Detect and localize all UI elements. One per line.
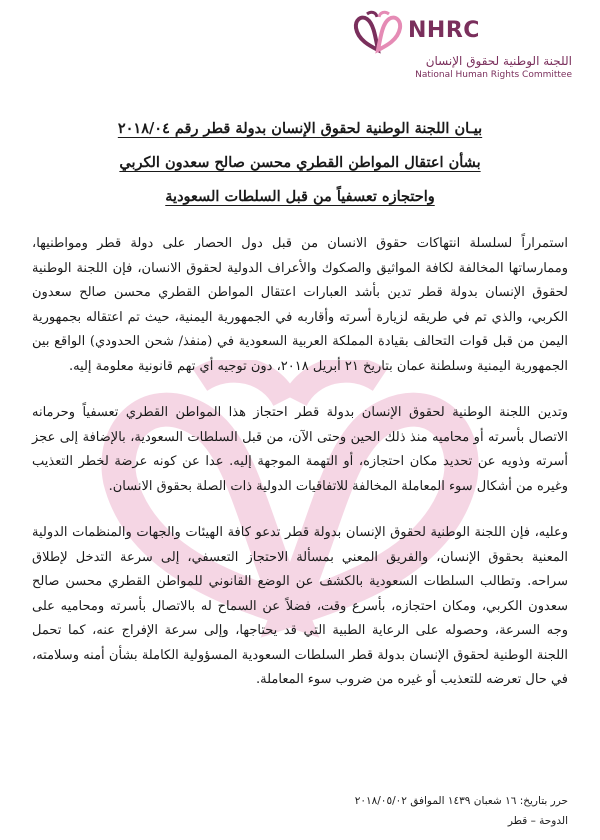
issue-date: حرر بتاريخ: ١٦ شعبان ١٤٣٩ الموافق ٢٠١٨/٠٥/٠٢ [354, 795, 568, 807]
logo-name-english: National Human Rights Committee [415, 70, 572, 80]
statement-subtitle-2: واحتجازه تعسفياً من قبل السلطات السعودية [165, 188, 435, 205]
body-paragraph-2: وتدين اللجنة الوطنية لحقوق الإنسان بدولة قطر احتجاز هذا المواطن القطري تعسفياً وحرمانه الاتصال بأسرته أو محاميه منذ ذلك الحين وحتى الآن، من قبل السلطات السعودية، بالإضافة إلى عجز أسرته وذويه عن تحديد مكان احتجازه، أو التهمة الموجهة إليه. عدا عن كونه عرضة لخطر التعذيب وغيره من أشكال سوء المعاملة المخالفة للاتفاقيات الدولية ذات الصلة بحقوق الانسان. [32, 405, 568, 494]
issue-place: الدوحة – قطر [507, 815, 568, 827]
logo-abbreviation: NHRC [408, 18, 480, 43]
statement-body [32, 232, 568, 715]
nhrc-logo [352, 10, 572, 80]
logo-name-arabic: اللجنة الوطنية لحقوق الإنسان [425, 54, 572, 68]
body-paragraph-1: استمراراً لسلسلة انتهاكات حقوق الانسان من قبل دول الحصار على دولة قطر ومواطنيها، وممارساتها المخالفة لكافة المواثيق والصكوك والأعراف الدولية لحقوق الانسان، فإن اللجنة الوطنية لحقوق الإنسان بدولة قطر تدين بأشد العبارات اعتقال المواطن القطري محسن صالح سعدون الكربي، والذي تم في طريقه لزيارة أسرته وأقاربه في الجمهورية اليمنية، حيث تم اعتقاله بجمهورية اليمن من قبل قوات التحالف بقيادة المملكة العربية السعودية في (منفذ/ شحن الحدودي) الواقع بين الجمهورية اليمنية وسلطنة عمان بتاريخ ٢١ أبريل ٢٠١٨، دون توجيه أي تهم قانونية معلومة إليه. [32, 236, 568, 374]
statement-subtitle: بشأن اعتقال المواطن القطري محسن صالح سعدون الكربي [119, 154, 481, 171]
body-paragraph-3: وعليه، فإن اللجنة الوطنية لحقوق الإنسان بدولة قطر تدعو كافة الهيئات والجهات والمنظمات الدولية المعنية بحقوق الإنسان، والفريق المعني بمسألة الاحتجاز التعسفي، إلى سرعة التدخل لإطلاق سراحه. وتطالب السلطات السعودية بالكشف عن الوضع القانوني للمواطن القطري محسن صالح سعدون الكربي، ومكان احتجازه، بأسرع وقت، فضلاً عن السماح له بالاتصال بأسرته ومحاميه على وجه السرعة، وحصوله على الرعاية الطبية التي قد يحتاجها، وإلى سرعة الإفراج عنه، كما تحمل اللجنة الوطنية لحقوق الإنسان بدولة قطر السلطات السعودية المسؤولية الكاملة بشأن أمنه وسلامته، في حال تعرضه للتعذيب أو غيره من ضروب سوء المعاملة. [32, 525, 568, 687]
statement-title: بيـان اللجنة الوطنية لحقوق الإنسان بدولة قطر رقم ٢٠١٨/٠٤ [117, 120, 483, 137]
statement-footer [268, 791, 568, 831]
butterfly-logo-icon [352, 10, 404, 54]
statement-title-block [40, 118, 560, 220]
